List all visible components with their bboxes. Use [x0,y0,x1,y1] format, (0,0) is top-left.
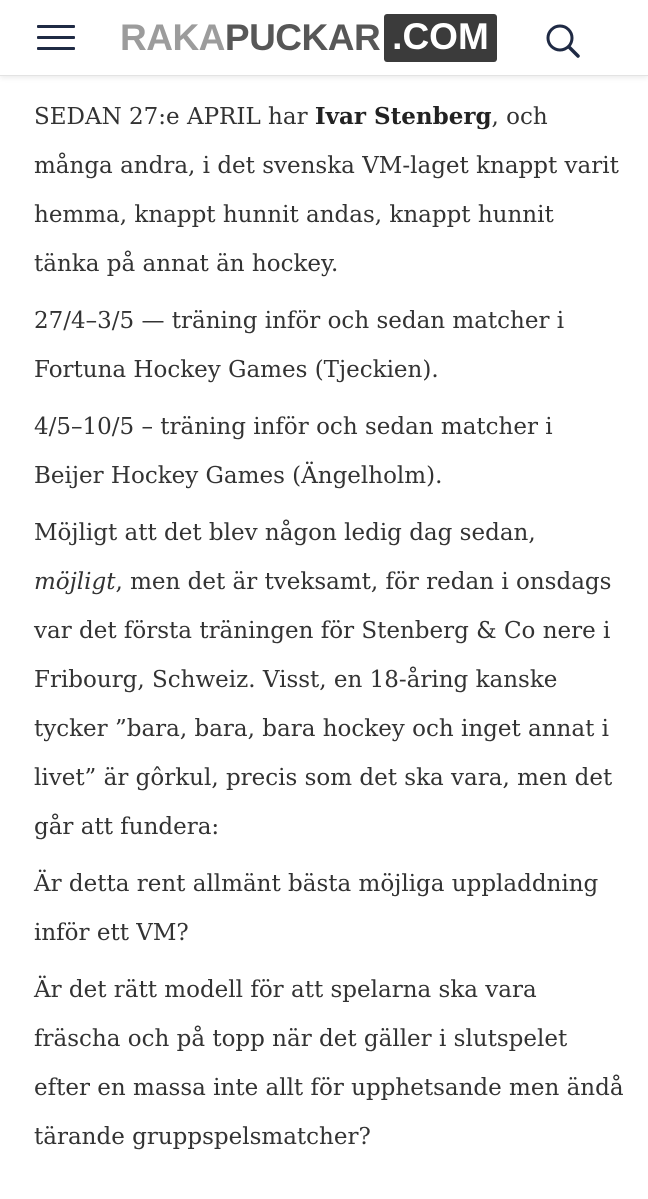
emphasis-text: möjligt [34,569,116,595]
logo-wordmark [120,13,380,63]
menu-bar [37,25,75,28]
logo-part-raka: RAKA [120,17,225,58]
search-icon-graphic [543,20,583,60]
article-paragraph-question-1: Är detta rent allmänt bästa möjliga uppladdning inför ett VM? [34,871,599,946]
player-name: Ivar Stenberg [314,103,492,130]
article-body [34,92,624,1170]
search-icon[interactable] [543,20,583,60]
site-header [0,0,648,76]
article-paragraph-discussion [34,509,624,852]
site-logo[interactable] [120,13,497,63]
intro-text-start: SEDAN 27:e APRIL har [34,104,315,130]
article-paragraph-schedule-1: 27/4–3/5 — träning inför och sedan matcher i Fortuna Hockey Games (Tjeckien). [34,308,565,383]
hamburger-menu-icon[interactable] [37,25,75,51]
intro-text-end: , och många andra, i det svenska VM-laget knappt varit hemma, knappt hunnit andas, knappt hunnit tänka på annat än hockey. [34,104,619,277]
article-paragraph-schedule-2: 4/5–10/5 – träning inför och sedan matcher i Beijer Hockey Games (Ängelholm). [34,414,553,489]
menu-bar [37,47,75,50]
article-paragraph-question-2: Är det rätt modell för att spelarna ska vara fräscha och på topp när det gäller i slutspelet efter en massa inte allt för upphetsande men ändå tärande gruppspelsmatcher? [34,977,624,1150]
article-paragraph-intro [34,92,624,289]
logo-com-box: .COM [384,14,497,62]
discussion-text-end: , men det är tveksamt, för redan i onsdags var det första träningen för Stenberg & Co nere i Fribourg, Schweiz. Visst, en 18-åring kanske tycker ”bara, bara, bara hockey och inget annat i livet” är gôrkul, precis som det ska vara, men det går att fundera: [34,569,613,840]
logo-part-puckar: PUCKAR [224,17,381,58]
discussion-text-start: Möjligt att det blev någon ledig dag sedan, [34,520,536,546]
menu-bar [37,36,75,39]
